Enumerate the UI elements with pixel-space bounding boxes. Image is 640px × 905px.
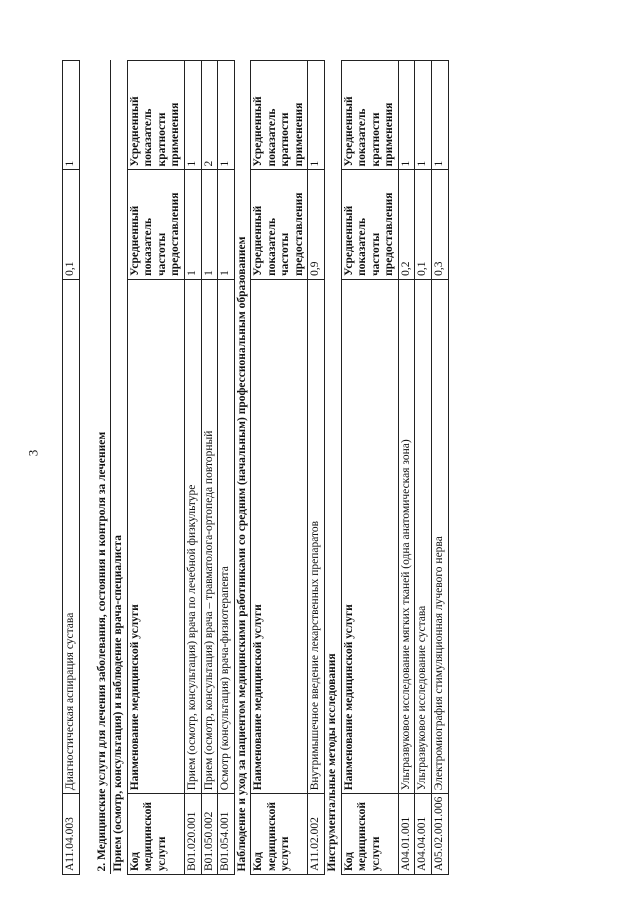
header-code: Код медицинской услуги [341, 794, 398, 875]
cell-mult: 2 [201, 61, 218, 170]
table-row [218, 61, 235, 875]
cell-code: B01.050.002 [201, 794, 218, 875]
header-freq: Усредненный показатель частоты предоставления [127, 170, 184, 279]
cell-freq: 1 [184, 170, 201, 279]
header-freq: Усредненный показатель частоты предоставления [341, 170, 398, 279]
table-row [431, 61, 448, 875]
cell-mult: 1 [308, 61, 325, 170]
cell-name: Осмотр (консультация) врача-физиотерапевта [218, 279, 235, 793]
cell-code: A05.02.001.006 [431, 794, 448, 875]
group-title: Наблюдение и уход за пациентом медицинскими работниками со средним (начальным) профессиональным образованием [234, 61, 251, 875]
cell-name: Диагностическая аспирация сустава [63, 279, 80, 793]
cell-name: Ультразвуковое исследование мягких тканей (одна анатомическая зона) [398, 279, 415, 793]
cell-name: Прием (осмотр, консультация) врача по лечебной физкультуре [184, 279, 201, 793]
table-row [201, 61, 218, 875]
cell-name: Прием (осмотр, консультация) врача – травматолога-ортопеда повторный [201, 279, 218, 793]
group-title-row [325, 61, 342, 875]
header-mult: Усредненный показатель кратности применения [127, 61, 184, 170]
cell-name: Электромиография стимуляционная лучевого нерва [431, 279, 448, 793]
cell-freq: 1 [201, 170, 218, 279]
page-number: 3 [25, 449, 41, 457]
group-title: Прием (осмотр, консультация) и наблюдение врача-специалиста [111, 61, 128, 875]
header-row [251, 61, 308, 875]
cell-code: A11.04.003 [63, 794, 80, 875]
cell-mult: 1 [218, 61, 235, 170]
cell-freq: 0,1 [63, 170, 80, 279]
header-mult: Усредненный показатель кратности применения [341, 61, 398, 170]
header-name: Наименование медицинской услуги [341, 279, 398, 793]
cell-freq: 0,1 [415, 170, 432, 279]
group-title-row [111, 61, 128, 875]
section-title-row [94, 61, 111, 875]
cell-freq: 0,2 [398, 170, 415, 279]
header-mult: Усредненный показатель кратности применения [251, 61, 308, 170]
cell-name: Ультразвуковое исследование сустава [415, 279, 432, 793]
cell-code: B01.054.001 [218, 794, 235, 875]
cell-name: Внутримышечное введение лекарственных препаратов [308, 279, 325, 793]
table-row [184, 61, 201, 875]
table-row [308, 61, 325, 875]
services-table [62, 60, 449, 875]
rotated-table-block [62, 60, 572, 875]
cell-mult: 1 [431, 61, 448, 170]
header-code: Код медицинской услуги [127, 794, 184, 875]
spacer-row [79, 61, 94, 875]
header-name: Наименование медицинской услуги [251, 279, 308, 793]
cell-mult: 1 [398, 61, 415, 170]
table-row [398, 61, 415, 875]
cell-freq: 0,9 [308, 170, 325, 279]
header-freq: Усредненный показатель частоты предоставления [251, 170, 308, 279]
header-row [127, 61, 184, 875]
section-title: 2. Медицинские услуги для лечения заболевания, состояния и контроля за лечением [95, 431, 108, 872]
cell-freq: 1 [218, 170, 235, 279]
cell-code: A04.04.001 [415, 794, 432, 875]
cell-freq: 0,3 [431, 170, 448, 279]
table-row-top [63, 61, 80, 875]
cell-mult: 1 [63, 61, 80, 170]
header-name: Наименование медицинской услуги [127, 279, 184, 793]
cell-code: B01.020.001 [184, 794, 201, 875]
cell-code: A11.02.002 [308, 794, 325, 875]
cell-code: A04.01.001 [398, 794, 415, 875]
header-code: Код медицинской услуги [251, 794, 308, 875]
header-row [341, 61, 398, 875]
cell-mult: 1 [415, 61, 432, 170]
table-row [415, 61, 432, 875]
group-title-row [234, 61, 251, 875]
group-title: Инструментальные методы исследования [325, 61, 342, 875]
cell-mult: 1 [184, 61, 201, 170]
